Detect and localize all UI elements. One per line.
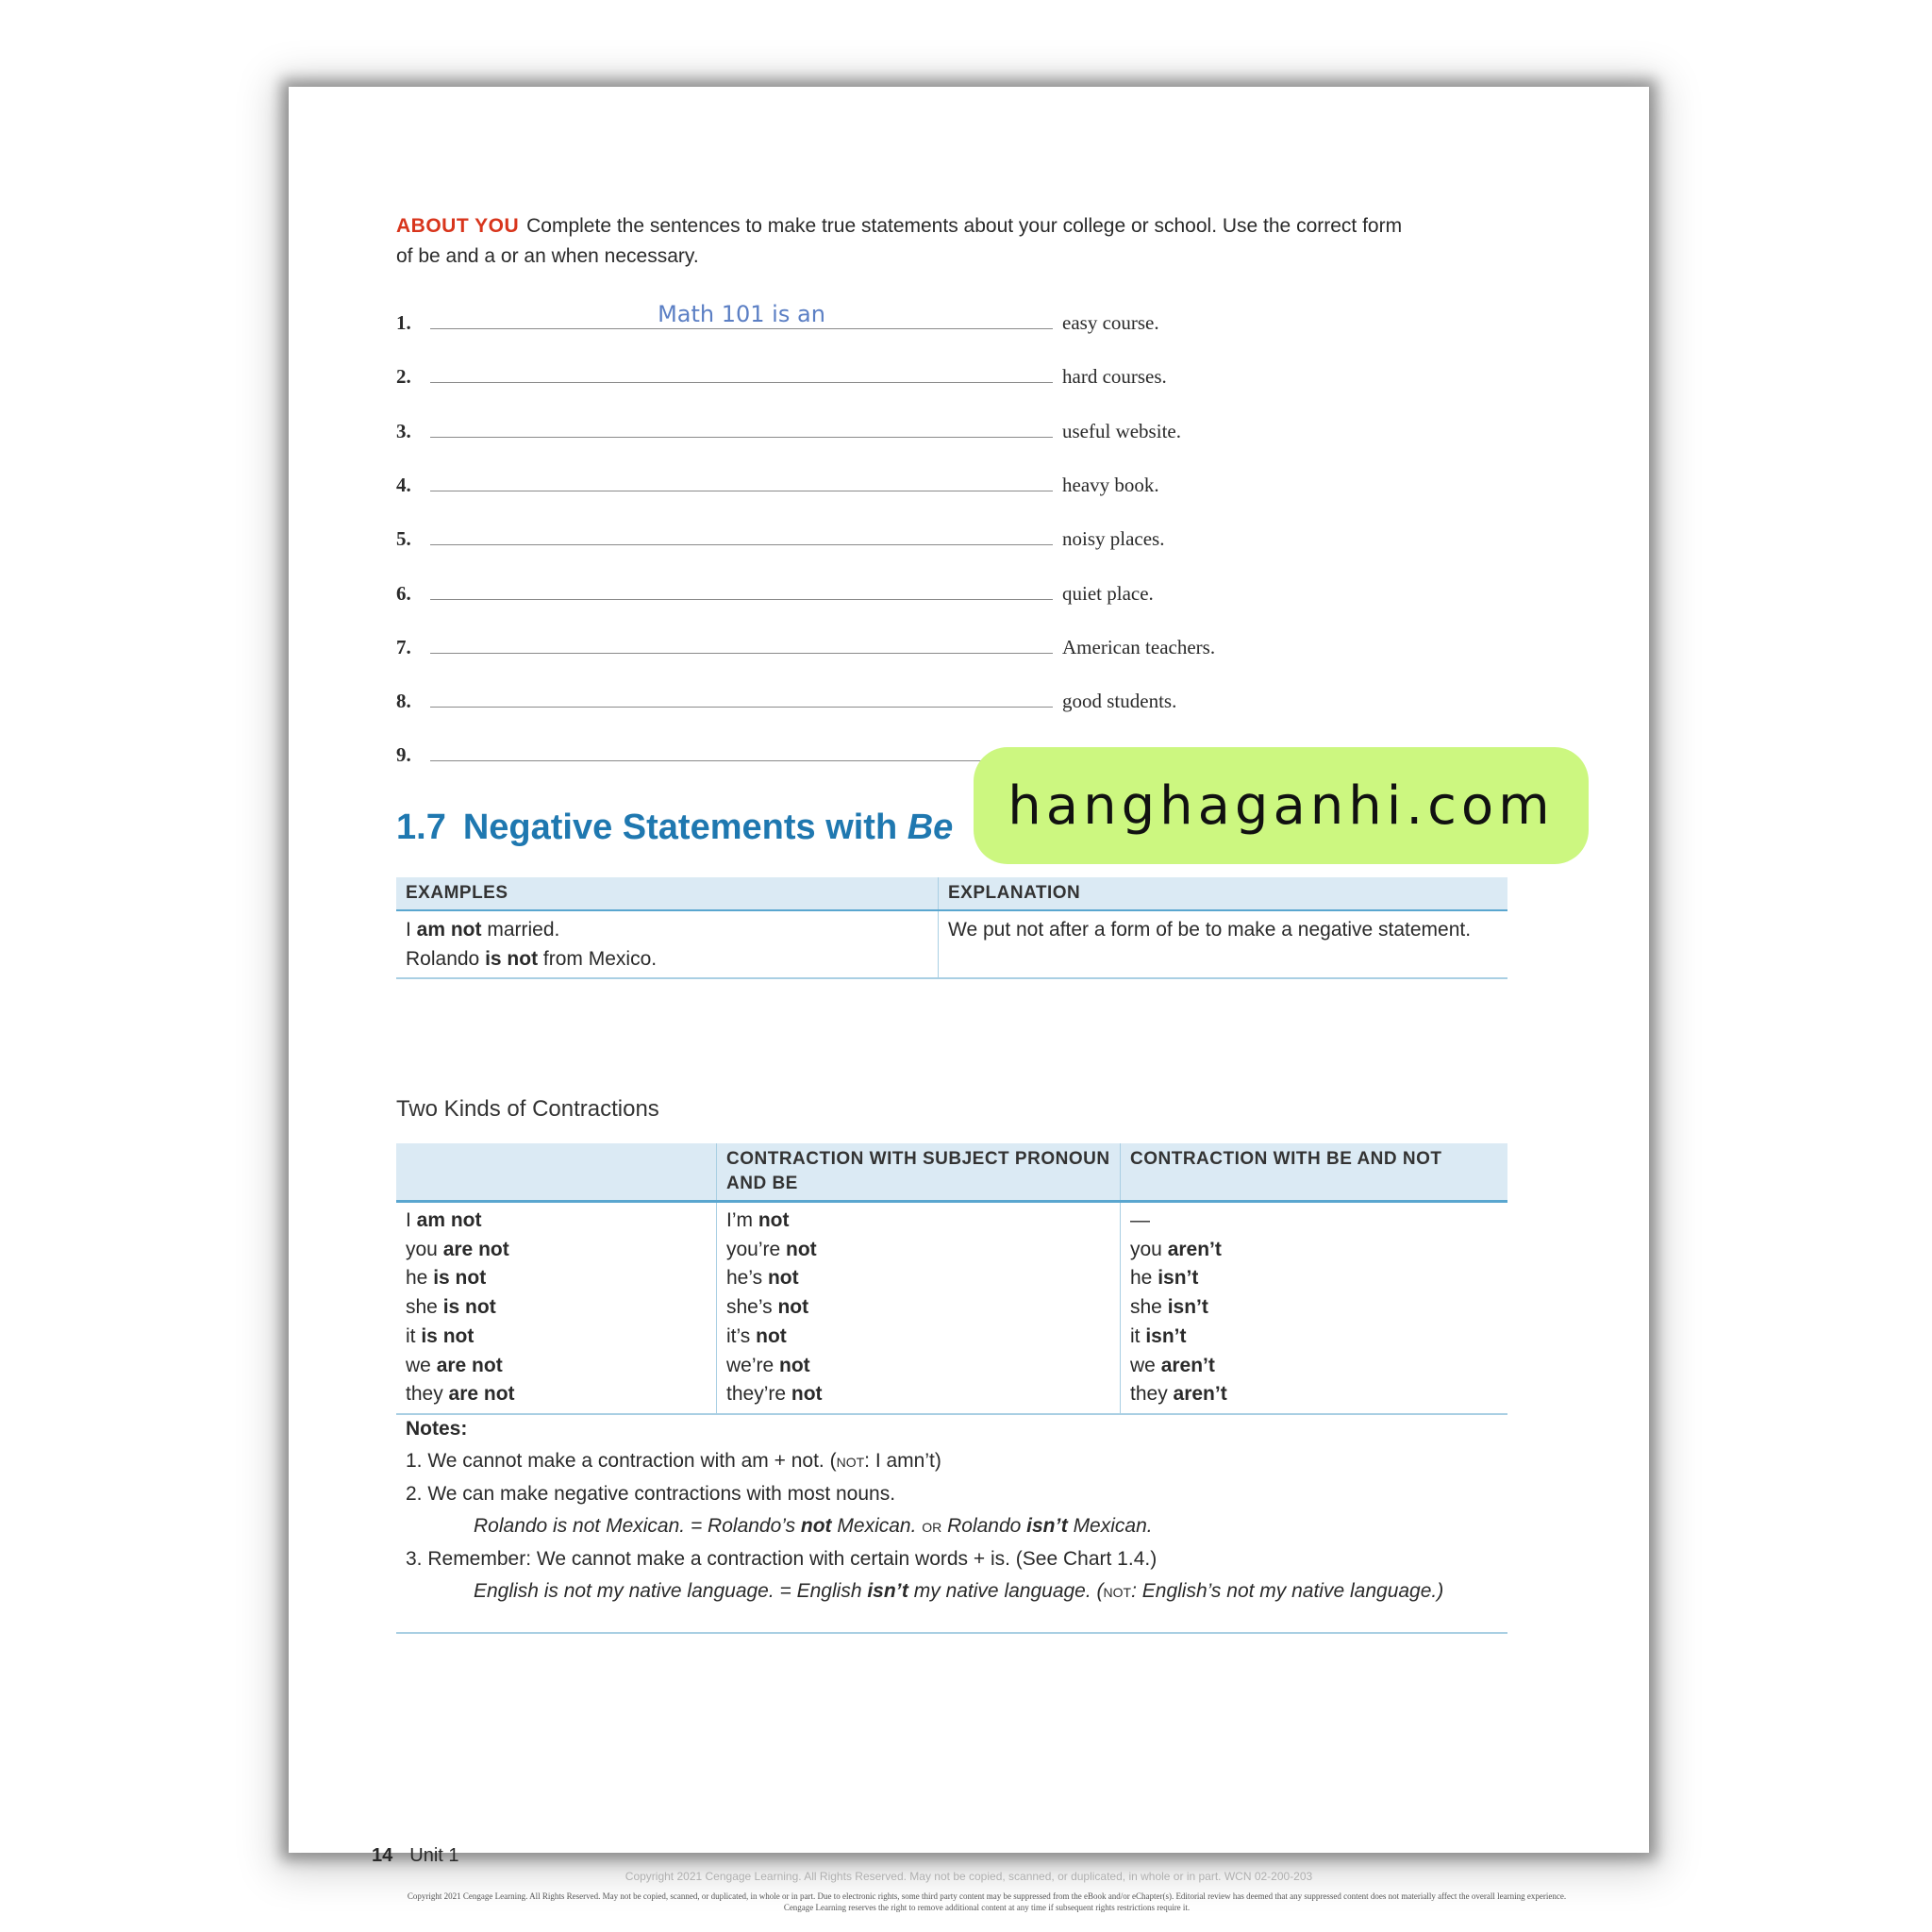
page-number: 14 [372, 1845, 393, 1866]
exercise-item [396, 351, 1226, 389]
exercise-number: 7. [396, 635, 411, 658]
copyright-notice: Copyright 2021 Cengage Learning. All Rights Reserved. May not be copied, scanned, or duplicated, in whole or in part. Due to electronic rights, some third party content may be suppressed from the eBook and/or eChapter(s). Editorial review has deemed that any suppressed content does not materially affect the overall learning experience. Cengage Learning reserves the right to remove additional content at any time if subsequent rights restrictions require it. [407, 1891, 1567, 1912]
examples-header: EXAMPLES [396, 877, 939, 910]
exercise-ending: American teachers. [1062, 635, 1216, 658]
exercise-number: 2. [396, 365, 411, 389]
exercise-number: 1. [396, 311, 411, 334]
examples-table [396, 877, 1507, 979]
section-heading [396, 808, 953, 848]
contraction-item: he isn’t [1130, 1267, 1199, 1290]
notes-title: Notes: [406, 1418, 468, 1440]
note-2-example: Rolando is not Mexican. = Rolando’s not Mexican. OR Rolando isn’t Mexican. [474, 1515, 1153, 1537]
exercise-ending: hard courses. [1062, 365, 1167, 389]
answer-blank[interactable] [430, 382, 1053, 383]
unit-label: Unit 1 [409, 1845, 459, 1866]
exercise-ending: quiet place. [1062, 581, 1154, 605]
answer-blank[interactable] [430, 707, 1053, 708]
copyright-line: Copyright 2021 Cengage Learning. All Rights Reserved. May not be copied, scanned, or duplicated, in whole or in part. WCN 02-200-203 [625, 1870, 1313, 1883]
answer-blank[interactable] [430, 437, 1053, 438]
exercise-item [396, 675, 1226, 713]
about-you-instructions [396, 211, 1415, 272]
exercise-item [396, 406, 1226, 443]
note-3: 3. Remember: We cannot make a contraction with certain words + is. (See Chart 1.4.) [406, 1548, 1158, 1570]
contraction-item: she isn’t [1130, 1296, 1208, 1319]
exercise-number: 3. [396, 419, 411, 442]
contraction-item: — [1130, 1209, 1150, 1231]
contraction-item: you are not [406, 1238, 509, 1260]
contraction-item: we aren’t [1130, 1354, 1215, 1376]
exercise-number: 4. [396, 473, 411, 496]
answer-blank[interactable] [430, 760, 1053, 761]
contraction-item: you aren’t [1130, 1238, 1222, 1260]
note-3-example: English is not my native language. = English isn’t my native language. (NOT: English’s not my native language.) [474, 1580, 1444, 1602]
about-you-label: ABOUT YOU [396, 215, 520, 237]
contraction-item: he is not [406, 1267, 487, 1290]
contraction-item: she is not [406, 1296, 496, 1319]
exercise-ending: good students. [1062, 690, 1177, 713]
contractions-table [396, 1143, 1507, 1415]
contraction-item: it’s not [726, 1324, 787, 1347]
contractions-header-blank [396, 1143, 717, 1202]
note-2: 2. We can make negative contractions with most nouns. [406, 1483, 896, 1505]
textbook-page [289, 87, 1649, 1912]
exercise-ending: easy course. [1062, 311, 1159, 334]
contraction-item: he’s not [726, 1267, 799, 1290]
exercise-number: 6. [396, 581, 411, 605]
contraction-item: they’re not [726, 1383, 823, 1406]
exercise-number: 9. [396, 743, 411, 767]
contractions-header-be-not: CONTRACTION WITH BE AND NOT [1121, 1143, 1508, 1202]
section-number: 1.7 [396, 808, 446, 847]
contraction-item: we’re not [726, 1354, 810, 1376]
answer-blank[interactable] [430, 328, 1053, 329]
answer-blank[interactable] [430, 599, 1053, 600]
notes-block [406, 1413, 1500, 1608]
exercise-ending: noisy places. [1062, 527, 1165, 551]
exercise-ending: useful website. [1062, 419, 1181, 442]
full-form-column [396, 1202, 717, 1414]
explanation-header: EXPLANATION [939, 877, 1508, 910]
exercise-item [396, 622, 1226, 659]
about-you-text: Complete the sentences to make true statements about your college or school. Use the correct form of be and a or an when necessary. [396, 215, 1403, 267]
page-footer [372, 1845, 459, 1867]
section-bottom-rule [396, 1632, 1507, 1634]
note-1: 1. We cannot make a contraction with am + not. (NOT: I amn’t) [406, 1450, 941, 1472]
pronoun-contraction-column [717, 1202, 1121, 1414]
exercise-item [396, 459, 1226, 497]
contractions-header-pronoun: CONTRACTION WITH SUBJECT PRONOUN AND BE [717, 1143, 1121, 1202]
contraction-item: it is not [406, 1324, 475, 1347]
contraction-item: they are not [406, 1383, 515, 1406]
contraction-item: she’s not [726, 1296, 809, 1319]
watermark-banner: hanghaganhi.com [974, 747, 1589, 864]
explanation-cell: We put not after a form of be to make a negative statement. [939, 910, 1508, 978]
answer-blank[interactable] [430, 653, 1053, 654]
contraction-item: I’m not [726, 1209, 790, 1231]
contraction-item: we are not [406, 1354, 503, 1376]
examples-cell [396, 910, 939, 978]
contractions-subhead: Two Kinds of Contractions [396, 1096, 659, 1122]
exercise-ending: heavy book. [1062, 473, 1159, 496]
exercise-item [396, 297, 1226, 335]
answer-blank[interactable] [430, 544, 1053, 545]
be-not-contraction-column [1121, 1202, 1508, 1414]
answer-text: Math 101 is an [658, 301, 825, 327]
exercise-number: 5. [396, 527, 411, 551]
exercise-number: 8. [396, 690, 411, 713]
contraction-item: they aren’t [1130, 1383, 1227, 1406]
example-line: Rolando is not from Mexico. [406, 948, 658, 970]
section-title: Negative Statements with [462, 808, 898, 847]
example-line: I am not married. [406, 919, 560, 941]
section-title-em: Be [907, 808, 954, 847]
contraction-item: it isn’t [1130, 1324, 1187, 1347]
contraction-item: I am not [406, 1209, 482, 1231]
exercise-item [396, 513, 1226, 551]
contraction-item: you’re not [726, 1238, 817, 1260]
exercise-item [396, 568, 1226, 606]
